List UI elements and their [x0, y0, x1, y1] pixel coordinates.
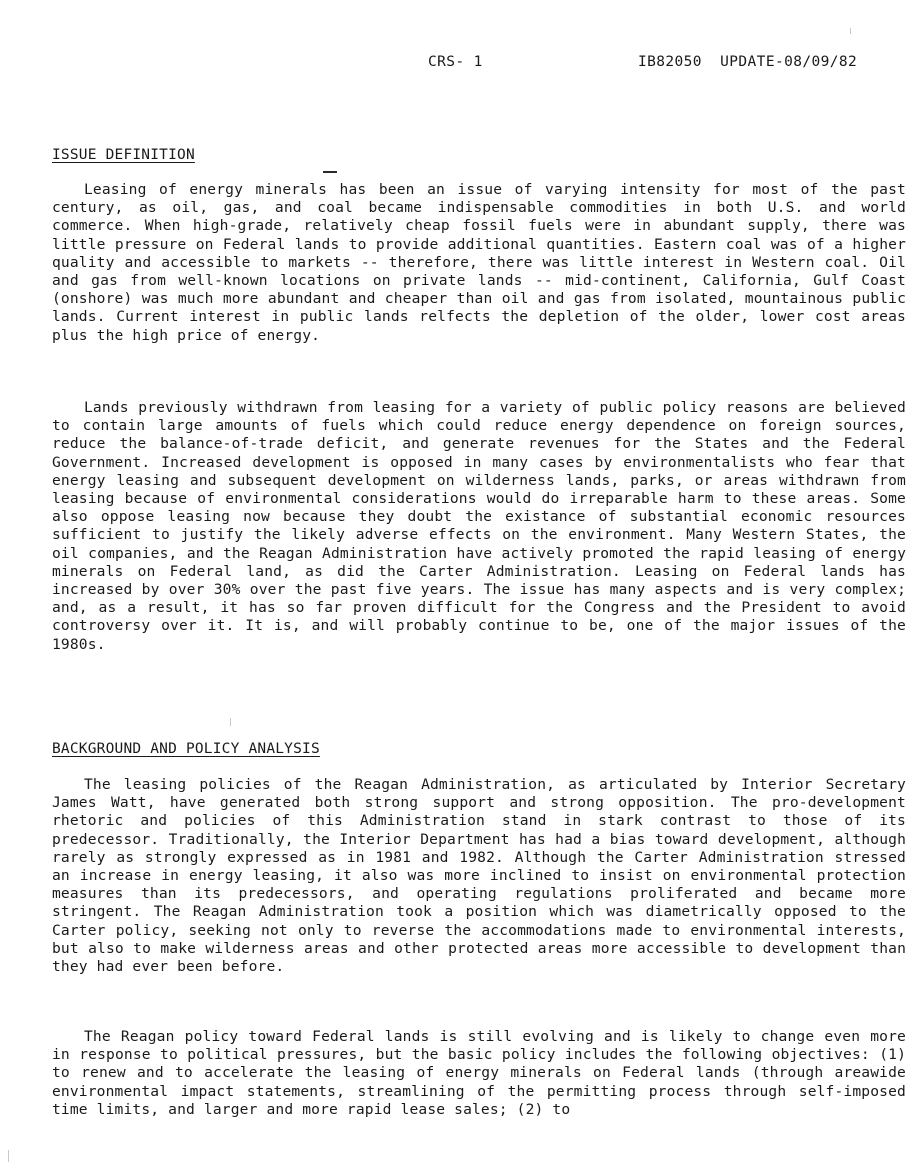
scan-speck [230, 718, 231, 726]
section-heading-background: BACKGROUND AND POLICY ANALYSIS [52, 741, 320, 757]
page-header [0, 54, 920, 74]
paragraph-background-2: The Reagan policy toward Federal lands is still evolving and is likely to change even more in response to political pressures, but the basic policy includes the following objectives: (1) to renew and to accelerate the leasing of energy minerals on Federal lands (through areawide environmental impact statements, streamlining of the permitting process through self-imposed time limits, and larger and more rapid lease sales; (2) to [52, 1028, 906, 1118]
paragraph-issue-1: Leasing of energy minerals has been an issue of varying intensity for most of the past century, as oil, gas, and coal became indispensable commodities in both U.S. and world commerce. When high-grade, relatively cheap fossil fuels were in abundant supply, there was little pressure on Federal lands to provide additional quantities. Eastern coal was of a higher quality and accessible to markets -- therefore, there was little interest in Western coal. Oil and gas from well-known locations on private lands -- mid-continent, California, Gulf Coast (onshore) was much more abundant and cheaper than oil and gas from isolated, mountainous public lands. Current interest in public lands relfects the depletion of the older, lower cost areas plus the high price of energy. [52, 181, 906, 344]
pen-mark [323, 171, 337, 173]
section-heading-issue-definition: ISSUE DEFINITION [52, 147, 195, 163]
paragraph-background-1: The leasing policies of the Reagan Administration, as articulated by Interior Secretary James Watt, have generated both strong support and strong opposition. The pro-development rhetoric and policies of this Administration stand in stark contrast to those of its predecessor. Traditionally, the Interior Department has had a bias toward development, although rarely as strongly expressed as in 1981 and 1982. Although the Carter Administration stressed an increase in energy leasing, it also was more inclined to insist on environmental protection measures than its predecessors, and operating regulations proliferated and became more stringent. The Reagan Administration took a position which was diametrically opposed to the Carter policy, seeking not only to reverse the accommodations made to environmental interests, but also to make wilderness areas and other protected areas more accessible to development than they had ever been before. [52, 776, 906, 976]
scan-speck [850, 28, 851, 34]
page-number: CRS- 1 [428, 54, 483, 70]
document-id: IB82050 UPDATE-08/09/82 [638, 54, 858, 70]
scan-speck [8, 1150, 9, 1162]
paragraph-issue-2: Lands previously withdrawn from leasing for a variety of public policy reasons are believed to contain large amounts of fuels which could reduce energy dependence on foreign sources, reduce the balance-of-trade deficit, and generate revenues for the States and the Federal Government. Increased development is opposed in many cases by environmentalists who fear that energy leasing and subsequent development on wilderness lands, parks, or areas withdrawn from leasing because of environmental considerations would do irreparable harm to these areas. Some also oppose leasing now because they doubt the existance of substantial economic resources sufficient to justify the likely adverse effects on the environment. Many Western States, the oil companies, and the Reagan Administration have actively promoted the rapid leasing of energy minerals on Federal land, as did the Carter Administration. Leasing on Federal lands has increased by over 30% over the past five years. The issue has many aspects and is very complex; and, as a result, it has so far proven difficult for the Congress and the President to avoid controversy over it. It is, and will probably continue to be, one of the major issues of the 1980s. [52, 399, 906, 653]
